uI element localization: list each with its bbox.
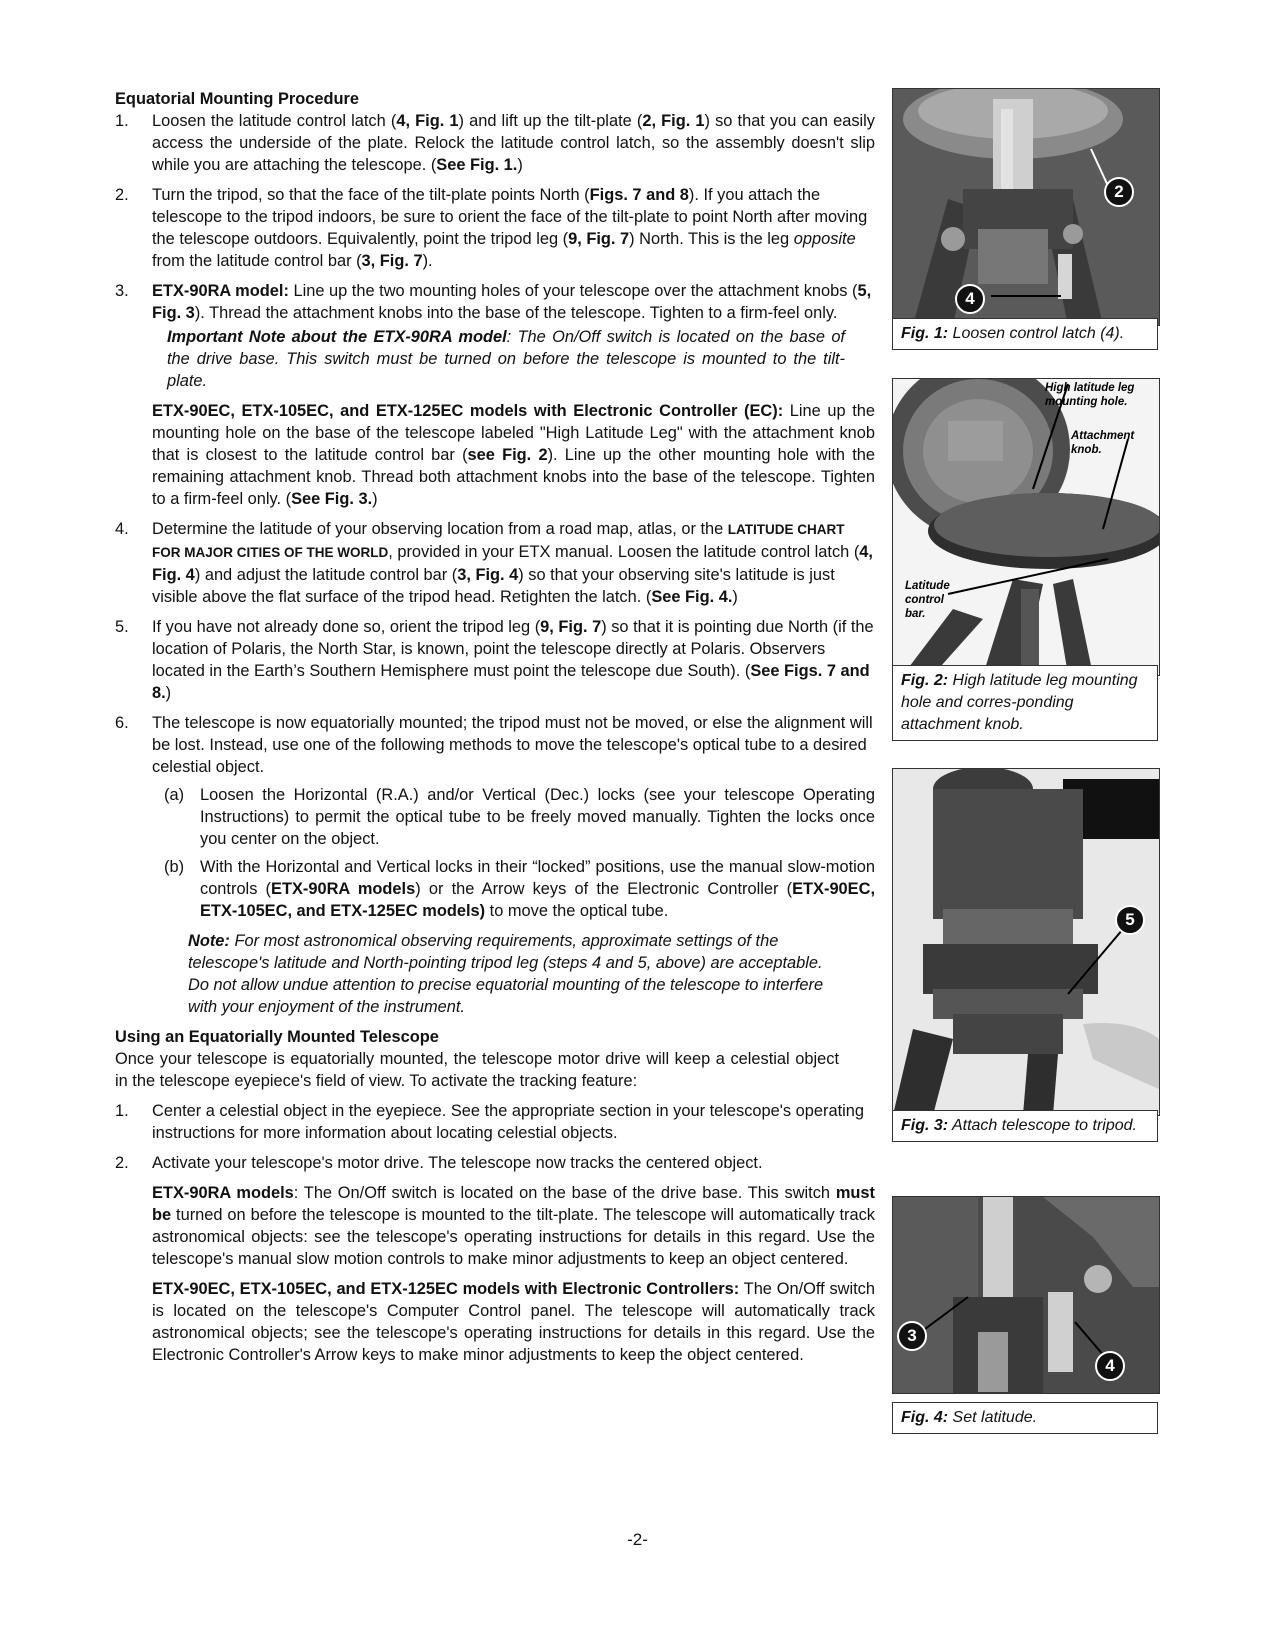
figure-2-caption: Fig. 2: High latitude leg mounting hole and corres-ponding attachment knob. [892, 665, 1158, 741]
section-heading-equatorial-mounting: Equatorial Mounting Procedure [115, 90, 360, 108]
sub-step-b: (b) With the Horizontal and Vertical locks in their “locked” positions, use the manual slow-motion controls (ETX-90RA models) or the Arrow keys of the Electronic Controller (ETX-90EC, ETX-105EC, and ETX-125EC models) to move the optical tube. [164, 858, 875, 920]
step-5: 5. If you have not already done so, orient the tripod leg (9, Fig. 7) so that it is pointing due North (if the location of Polaris, the North Star, is known, point the telescope directly at Polaris. Observers located in the Earth’s Southern Hemisphere must point the telescope due South). (See Figs. 7 and 8.) [115, 618, 874, 702]
step-number: 1. [115, 1102, 129, 1120]
annotation-high-latitude-hole: High latitude leg mounting hole. [1045, 382, 1135, 408]
figure-1-photo [892, 88, 1160, 326]
step-number: 2. [115, 1154, 129, 1172]
note-approximate-settings: Note: For most astronomical observing requirements, approximate settings of the telescope's latitude and North-pointing tripod leg (steps 4 and 5, above) are acceptable. Do not allow undue attention to precise equatorial mounting of the telescope to interfere with your enjoyment of the instrument. [188, 932, 824, 1016]
step-number: 6. [115, 714, 129, 732]
figure-1-caption: Fig. 1: Loosen control latch (4). [892, 318, 1158, 350]
annotation-attachment-knob: Attachment knob. [1071, 430, 1135, 456]
callout-badge-4: 4 [955, 284, 985, 314]
callout-badge-2: 2 [1104, 177, 1134, 207]
callout-badge-3: 3 [897, 1321, 927, 1351]
step-2: 2. Turn the tripod, so that the face of the tilt-plate points North (Figs. 7 and 8). If you attach the telescope to the tripod indoors, be sure to orient the face of the tilt-plate to point North after moving the telescope outdoors. Equivalently, point the tripod leg (9, Fig. 7) North. This is the leg opposite from the latitude control bar (3, Fig. 7). [115, 186, 868, 270]
figure-2-illustration [893, 379, 1159, 675]
step-number: 4. [115, 520, 129, 538]
section2-intro: Once your telescope is equatorially mounted, the telescope motor drive will keep a celestial object in the telescope eyepiece's field of view. To activate the tracking feature: [115, 1050, 839, 1090]
tracking-step-2: 2. Activate your telescope's motor drive. The telescope now tracks the centered object. ETX-90RA models: The On/Off switch is located on the base of the drive base. This switch must be turned on before the telescope is mounted to the tilt-plate. The telescope will automatically track astronomical objects: see the telescope's operating instructions for details in this regard. Use the telescope's manual slow motion controls to make minor adjustments to keep an object centered. ETX-90EC, ETX-105EC, and ETX-125EC models with Electronic Controllers: The On/Off switch is located on the telescope's Computer Control panel. The telescope will automatically track astronomical objects; see the telescope's operating instructions for details in this regard. Use the Electronic Controller's Arrow keys to make minor adjustments to keep the object centered. [115, 1154, 875, 1364]
step-1: 1. Loosen the latitude control latch (4, Fig. 1) and lift up the tilt-plate (2, Fig. 1) so that you can easily access the underside of the plate. Relock the latitude control latch, so the assembly doesn't slip while you are attaching the telescope. (See Fig. 1.) [115, 112, 875, 174]
figure-3-caption: Fig. 3: Attach telescope to tripod. [892, 1110, 1158, 1142]
page-number: -2- [627, 1530, 648, 1549]
step-number: 5. [115, 618, 129, 636]
ec-models-paragraph: ETX-90EC, ETX-105EC, and ETX-125EC models with Electronic Controller (EC): Line up the mounting hole on the base of the telescope labeled "High Latitude Leg" with the attachment knob that is closest to the latitude control bar (see Fig. 2). Line up the other mounting hole with the remaining attachment knob. Thread both attachment knobs into the base of the telescope. Tighten to a firm-feel only. (See Fig. 3.) [152, 402, 876, 508]
step-number: 2. [115, 186, 129, 204]
step-6: 6. The telescope is now equatorially mounted; the tripod must not be moved, or else the alignment will be lost. Instead, use one of the following methods to move the telescope's optical tube to a desired celestial object. (a) Loosen the Horizontal (R.A.) and/or Vertical (Dec.) locks (see your telescope Operating Instructions) to permit the optical tube to be freely moved manually. Tighten the locks once you center on the object. (b) With the Horizontal and Vertical locks in their “locked” positions, use the manual slow-motion controls (ETX-90RA models) or the Arrow keys of the Electronic Controller (ETX-90EC, ETX-105EC, and ETX-125EC models) to move the optical tube. Note: For most astronomical observing requirements, approximate settings of the telescope's latitude and North-pointing tripod leg (steps 4 and 5, above) are acceptable. Do not allow undue attention to precise equatorial mounting of the telescope to interfere with your enjoyment of the instrument. [115, 714, 875, 1016]
figure-2-photo [892, 378, 1160, 676]
figure-3-photo [892, 768, 1160, 1116]
step-3: 3. ETX-90RA model: Line up the two mounting holes of your telescope over the attachment knobs (5, Fig. 3). Thread the attachment knobs into the base of the telescope. Tighten to a firm-feel only. Important Note about the ETX-90RA model: The On/Off switch is located on the base of the drive base. This switch must be turned on before the telescope is mounted to the tilt-plate. ETX-90EC, ETX-105EC, and ETX-125EC models with Electronic Controller (EC): Line up the mounting hole on the base of the telescope labeled "High Latitude Leg" with the attachment knob that is closest to the latitude control bar (see Fig. 2). Line up the other mounting hole with the remaining attachment knob. Thread both attachment knobs into the base of the telescope. Tighten to a firm-feel only. (See Fig. 3.) [115, 282, 876, 508]
step-4: 4. Determine the latitude of your observing location from a road map, atlas, or the LATITUDE CHART FOR MAJOR CITIES OF THE WORLD, provided in your ETX manual. Loosen the latitude control latch (4, Fig. 4) and adjust the latitude control bar (3, Fig. 4) so that your observing site's latitude is just visible above the flat surface of the tripod head. Retighten the latch. (See Fig. 4.) [115, 520, 873, 606]
ec-tracking-paragraph: ETX-90EC, ETX-105EC, and ETX-125EC models with Electronic Controllers: The On/Off switch is located on the telescope's Computer Control panel. The telescope will automatically track astronomical objects; see the telescope's operating instructions for details in this regard. Use the Electronic Controller's Arrow keys to make minor adjustments to keep the object centered. [152, 1280, 875, 1364]
figure-4-photo [892, 1196, 1160, 1394]
step-number: 1. [115, 112, 129, 130]
callout-badge-5: 5 [1115, 905, 1145, 935]
figure-1-illustration [893, 89, 1159, 325]
main-text-column [115, 88, 875, 1374]
step-number: 3. [115, 282, 129, 300]
sub-step-a: (a) Loosen the Horizontal (R.A.) and/or Vertical (Dec.) locks (see your telescope Operating Instructions) to permit the optical tube to be freely moved manually. Tighten the locks once you center on the object. [164, 786, 875, 848]
callout-badge-4: 4 [1095, 1351, 1125, 1381]
tracking-step-1: 1. Center a celestial object in the eyepiece. See the appropriate section in your telescope's operating instructions for more information about locating celestial objects. [115, 1102, 865, 1142]
section-heading-using-mounted: Using an Equatorially Mounted Telescope [115, 1028, 439, 1046]
annotation-latitude-control-bar: Latitude control bar. [905, 580, 950, 620]
figure-4-caption: Fig. 4: Set latitude. [892, 1402, 1158, 1434]
figure-3-illustration [893, 769, 1159, 1115]
important-note-etx90ra: Important Note about the ETX-90RA model: The On/Off switch is located on the base of the drive base. This switch must be turned on before the telescope is mounted to the tilt-plate. [167, 328, 845, 390]
etx90ra-tracking-paragraph: ETX-90RA models: The On/Off switch is located on the base of the drive base. This switch must be turned on before the telescope is mounted to the tilt-plate. The telescope will automatically track astronomical objects: see the telescope's operating instructions for details in this regard. Use the telescope's manual slow motion controls to make minor adjustments to keep an object centered. [152, 1184, 875, 1268]
